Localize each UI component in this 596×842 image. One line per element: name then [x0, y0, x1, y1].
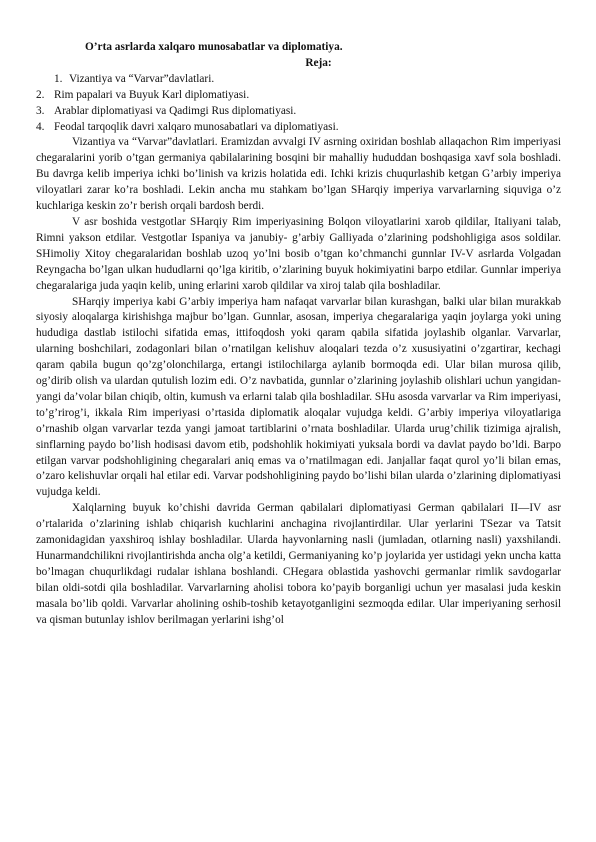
body-paragraph: Xalqlarning buyuk ko’chishi davrida German qabilalari diplomatiyasi German qabilalari II—IV asr o’rtalarida o’zlarining ishlab chiqarish kuchlarini anchagina rivojlantirdilar. Ular yerlarini TSezar va Tatsit zamonidagidan yaxshiroq ishlay boshladilar. Ularda hayvonlarning nasli (jumladan, otlarning nasli) yaxshilandi. Hunarmandchilikni rivojlantirishda ancha olg’a ketildi, Germaniyaning ko’p joylarida yer ustidagi yekn uncha katta bo’lmagan chuqurlikdagi rudalar ishlana boshlandi. CHegara oblastida yashovchi germanlar rimlik savdogarlar bilan oldi-sotdi qila boshladilar. Varvarlarning aholisi tobora ko’payib borganligi uchun yer masalasi juda keskin masala bo’lib qoldi. Varvarlar aholining oshib-toshib ketayotganligini sezmoqda edilar. Ular imperiyaning serhosil va qisman butunlay ishlov berilmagan yerlarini ishg’ol [36, 502, 561, 626]
plan-item [36, 88, 561, 104]
plan-item-number: 1. [54, 72, 63, 85]
plan-item-text: Arablar diplomatiyasi va Qadimgi Rus diplomatiyasi. [54, 104, 297, 117]
body-paragraph: Vizantiya va “Varvar”davlatlari. Eramizdan avvalgi IV asrning oxiridan boshlab allaqachon Rim imperiyasi chegaralarini yorib o’tgan germaniya qabilalarining bosqini bir mahalliy hududdan boshqasiga xavf sola boshladi. Bu davrga kelib imperiya ichki bo’linish va krizis holatida edi. Ichki krizis chuqurlashib ketgan G’arbiy imperiya viloyatlari zarar ko’ra boshladi. Lekin ancha mu stahkam bo’lgan SHarqiy imperiya varvarlarning siquviga o’z kuchlariga keskin zo’r berish orqali bardosh berdi. [36, 136, 561, 213]
plan-item [36, 104, 561, 120]
plan-heading: Reja: [305, 56, 332, 69]
body-paragraph: SHarqiy imperiya kabi G’arbiy imperiya ham nafaqat varvarlar bilan kurashgan, balki ular bilan murakkab siyosiy aloqalarga kirishishga majbur bo’lgan. Gunnlar, asosan, imperiya chegaralariga yaqin joylarga yoki uning hududiga dastlab istilochi sifatida emas, ittifoqdosh yoki qaram qabila sifatida joylashib olganlar. Varvarlar, ularning boshchilari, zodagonlari bilan o’rnatilgan kelishuv aloqalari tezda o’z xususiyatini o’zgartirar, kechagi qaram qabila bugun qo’zg’olonchilarga, ertangi istilochilarga aylanib bormoqda edi. Ular bilan murosa qilib, og’dirib olish va ulardan qutulish lozim edi. O’z navbatida, gunnlar o’zlarining joylashib olishlari uchun yangidan-yangi da’volar bilan chiqib, oltin, kumush va erlarni talab qila boshladilar. SHu asosda varvarlar va Rim imperiyasi, to’g’rirog’i, ikkala Rim imperiyasi o’rtasida diplomatik aloqalar vujudga keldi. G’arbiy imperiya viloyatlariga o’rnashib olgan varvarlar tezda yangi jamoat tartiblarini o’rnata boshladilar. Ularda urug’chilik tizimiga ajralish, sinflarning paydo bo’lish hodisasi davom etib, podshohlik hokimiyati yuksala bordi va davlat paydo bo’ldi. Barpo etilgan varvar podshohligining chegaralari aniq emas va o’rnatilmagan edi. Janjallar faqat qurol yo’li bilan emas, o’zaro kelishuvlar orqali hal etilar edi. Varvar podshohligining paydo bo’lishi bilan ularda o’zlarining diplomatiyasi vujudga keldi. [36, 295, 561, 499]
plan-item [36, 120, 561, 136]
plan-item-number: 3. [36, 104, 45, 117]
plan-item-number: 2. [36, 88, 45, 101]
plan-item-number: 4. [36, 120, 45, 133]
plan-item [36, 72, 561, 88]
plan-item-text: Vizantiya va “Varvar”davlatlari. [69, 72, 215, 85]
document-page [36, 40, 561, 629]
plan-item-text: Feodal tarqoqlik davri xalqaro munosabatlari va diplomatiyasi. [54, 120, 339, 133]
plan-item-text: Rim papalari va Buyuk Karl diplomatiyasi. [54, 88, 250, 101]
body-paragraph: V asr boshida vestgotlar SHarqiy Rim imperiyasining Bolqon viloyatlarini xarob qildilar, Italiyani talab, Rimni yakson etdilar. Vestgotlar Ispaniya va janubiy- g’arbiy Galliyada o’zlarining podshohligiga asos soldilar. SHimoliy Xitoy chegaralaridan boshlab uzoq yo’lni bosib o’tgan ko’chmanchi gunnlar IV-V asrlarda Volgadan Reyngacha bo’lgan ulkan hududlarni qo’lga kiritib, o’zlarining buyuk hokimiyatini barpo etdilar. Gunnlar imperiya chegaralariga juda yaqin kelib, uning erlarini xarob qildilar va xiroj talab qila boshladilar. [36, 215, 561, 292]
plan-list [36, 72, 561, 136]
document-title: O’rta asrlarda xalqaro munosabatlar va diplomatiya. [85, 41, 343, 53]
